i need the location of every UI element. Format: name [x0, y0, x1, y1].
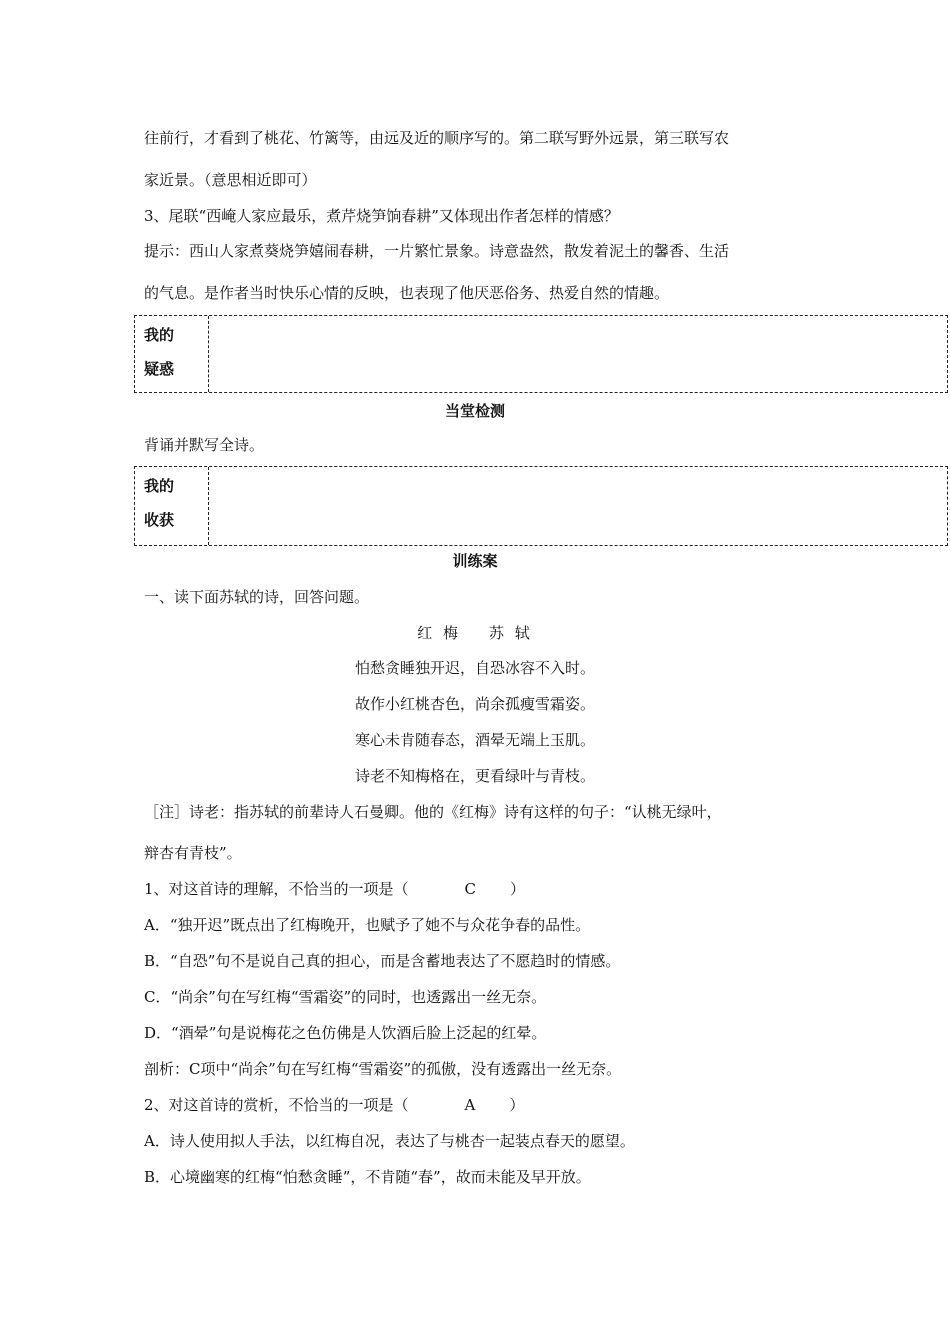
section-title-training: 训练案	[452, 552, 498, 570]
poem-line: 故作小红桃杏色，尚余孤瘦雪霜姿。	[354, 695, 595, 713]
option-c: C．“尚余”句在写红梅“雪霜姿”的同时，也透露出一丝无奈。	[144, 988, 547, 1006]
poem-note: 辩杏有青枝”。	[144, 844, 242, 862]
answer-1: C	[464, 880, 477, 898]
poem-line: 怕愁贪睡独开迟，自恐冰容不入时。	[354, 659, 595, 677]
poem-note: ［注］诗老：指苏轼的前辈诗人石曼卿。他的《红梅》诗有这样的句子：“认桃无绿叶，	[144, 803, 722, 821]
question-1: 1、对这首诗的理解，不恰当的一项是（ C ）	[144, 880, 526, 898]
answer-2: A	[464, 1096, 476, 1114]
question-2: 2、对这首诗的赏析，不恰当的一项是（ A ）	[144, 1096, 525, 1114]
test-instruction: 背诵并默写全诗。	[144, 436, 265, 454]
analysis-1: 剖析：C项中“尚余”句在写红梅“雪霜姿”的孤傲，没有透露出一丝无奈。	[144, 1060, 622, 1078]
option-b: B．心境幽寒的红梅“怕愁贪睡”，不肯随“春”，故而未能及早开放。	[144, 1168, 591, 1186]
gains-box	[134, 466, 948, 546]
section-title-in-class-test: 当堂检测	[444, 402, 505, 420]
poem-line: 寒心未肯随春态，酒晕无端上玉肌。	[354, 731, 595, 749]
doubts-label: 我的 疑惑	[135, 316, 209, 392]
question-intro: 一、读下面苏轼的诗，回答问题。	[144, 588, 370, 606]
option-b: B．“自恐”句不是说自己真的担心，而是含蓄地表达了不愿趋时的情感。	[144, 952, 621, 970]
poem-line: 诗老不知梅格在，更看绿叶与青枝。	[354, 767, 595, 785]
poem-author: 苏 轼	[489, 624, 533, 642]
hint-text: 提示：西山人家煮葵烧笋嬉闹春耕，一片繁忙景象。诗意盎然，散发着泥土的馨香、生活	[144, 242, 730, 260]
gains-label: 我的 收获	[135, 467, 209, 545]
option-a: A．诗人使用拟人手法，以红梅自况，表达了与桃杏一起装点春天的愿望。	[144, 1132, 635, 1150]
text-line: 的气息。是作者当时快乐心情的反映，也表现了他厌恶俗务、热爱自然的情趣。	[144, 284, 670, 302]
option-a: A．“独开迟”既点出了红梅晚开，也赋予了她不与众花争春的品性。	[144, 916, 591, 934]
poem-heading	[0, 622, 950, 643]
text-line: 家近景。（意思相近即可）	[144, 171, 317, 189]
option-d: D．“酒晕”句是说梅花之色仿佛是人饮酒后脸上泛起的红晕。	[144, 1024, 547, 1042]
question-3: 3、尾联“西崦人家应最乐，煮芹烧笋饷春耕”又体现出作者怎样的情感？	[144, 207, 619, 225]
text-line: 往前行，才看到了桃花、竹篱等，由远及近的顺序写的。第二联写野外远景，第三联写农	[144, 129, 730, 147]
poem-title: 红 梅	[417, 624, 461, 642]
doubts-box	[134, 315, 948, 393]
